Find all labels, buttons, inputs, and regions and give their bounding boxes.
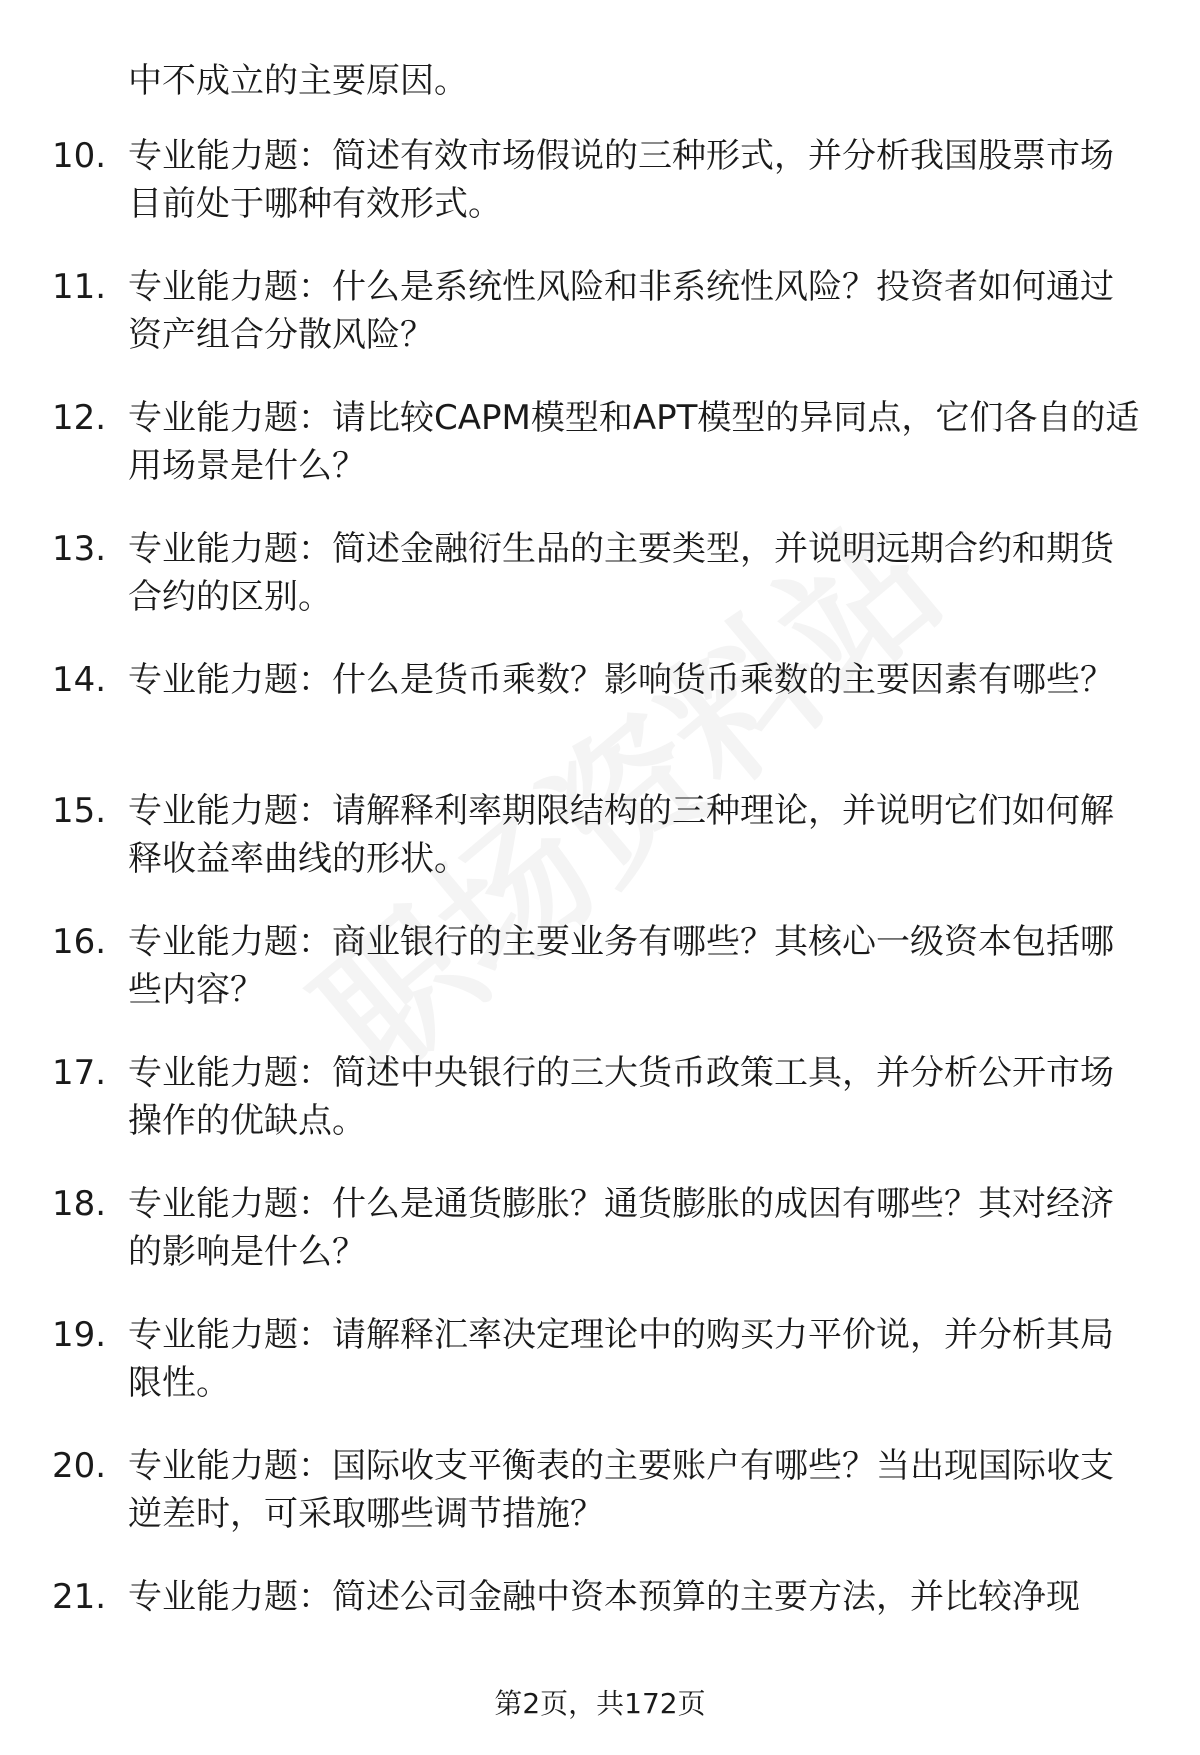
question-text: 专业能力题：国际收支平衡表的主要账户有哪些？当出现国际收支逆差时，可采取哪些调节措施？: [128, 1446, 1114, 1534]
question-text: 专业能力题：简述金融衍生品的主要类型，并说明远期合约和期货合约的区别。: [128, 529, 1114, 617]
question-number: 19.: [52, 1315, 107, 1355]
list-item: [0, 394, 1200, 525]
page-number-footer: 第2页，共172页: [494, 1687, 706, 1720]
list-item: [0, 918, 1200, 1049]
question-text: 专业能力题：简述有效市场假说的三种形式，并分析我国股票市场目前处于哪种有效形式。: [128, 136, 1114, 224]
question-number: 21.: [52, 1577, 107, 1617]
list-item: [0, 525, 1200, 656]
question-text: 专业能力题：简述公司金融中资本预算的主要方法，并比较净现: [128, 1577, 1080, 1617]
question-text: 专业能力题：请解释利率期限结构的三种理论，并说明它们如何解释收益率曲线的形状。: [128, 791, 1114, 879]
question-number: 13.: [52, 529, 107, 569]
question-text: 专业能力题：简述中央银行的三大货币政策工具，并分析公开市场操作的优缺点。: [128, 1053, 1114, 1141]
list-item: [0, 263, 1200, 394]
question-number: 11.: [52, 267, 107, 307]
question-number: 17.: [52, 1053, 107, 1093]
question-number: 18.: [52, 1184, 107, 1224]
question-text: 专业能力题：请比较CAPM模型和APT模型的异同点，它们各自的适用场景是什么？: [128, 398, 1140, 486]
list-item: [0, 1311, 1200, 1442]
question-text: 专业能力题：什么是系统性风险和非系统性风险？投资者如何通过资产组合分散风险？: [128, 267, 1114, 355]
list-item: [0, 656, 1200, 787]
list-item: [0, 132, 1200, 263]
question-number: 15.: [52, 791, 107, 831]
list-item: [0, 1442, 1200, 1573]
list-item: [0, 787, 1200, 918]
question-number: 16.: [52, 922, 107, 962]
list-item: [0, 1180, 1200, 1311]
question-text: 专业能力题：什么是通货膨胀？通货膨胀的成因有哪些？其对经济的影响是什么？: [128, 1184, 1114, 1272]
question-number: 12.: [52, 398, 107, 438]
question-text: 专业能力题：什么是货币乘数？影响货币乘数的主要因素有哪些？: [128, 660, 1114, 700]
question-text: 专业能力题：请解释汇率决定理论中的购买力平价说，并分析其局限性。: [128, 1315, 1114, 1403]
question-text: 专业能力题：商业银行的主要业务有哪些？其核心一级资本包括哪些内容？: [128, 922, 1114, 1010]
list-item: [0, 1049, 1200, 1180]
question-number: 20.: [52, 1446, 107, 1486]
question-number: 10.: [52, 136, 107, 176]
question-list: [0, 132, 1200, 1704]
continued-text: 中不成立的主要原因。: [128, 61, 468, 101]
question-number: 14.: [52, 660, 107, 700]
